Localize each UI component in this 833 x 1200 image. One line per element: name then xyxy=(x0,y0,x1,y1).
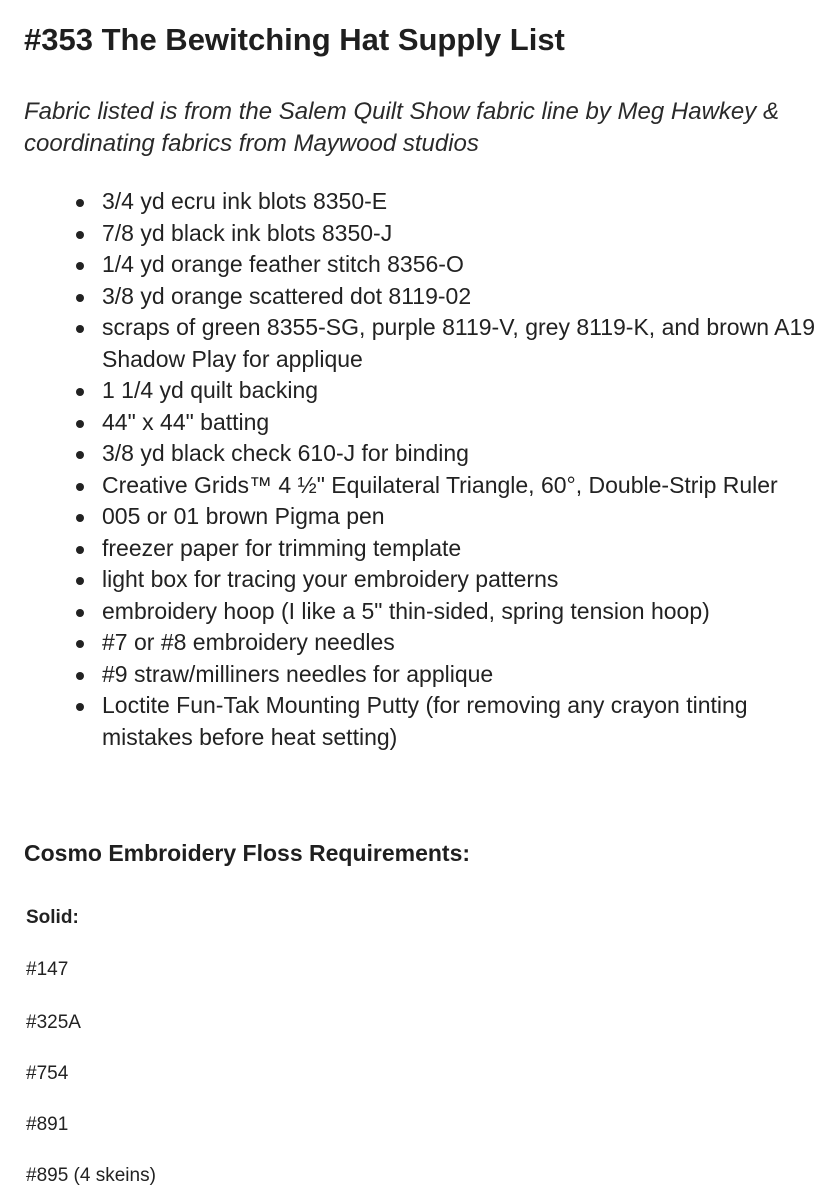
bullet-icon xyxy=(76,577,84,585)
list-item-text: 3/8 yd black check 610-J for binding xyxy=(102,440,469,466)
list-item-text: 1 1/4 yd quilt backing xyxy=(102,377,319,403)
bullet-icon xyxy=(76,262,84,270)
bullet-icon xyxy=(76,420,84,428)
list-item-text: #7 or #8 embroidery needles xyxy=(102,629,395,655)
list-item-text: 3/4 yd ecru ink blots 8350-E xyxy=(102,188,388,214)
bullet-icon xyxy=(76,672,84,680)
list-item xyxy=(0,627,833,659)
page-title: #353 The Bewitching Hat Supply List xyxy=(24,22,565,57)
list-item xyxy=(0,533,833,565)
floss-heading: Cosmo Embroidery Floss Requirements: xyxy=(24,840,471,866)
bullet-icon xyxy=(76,546,84,554)
list-item-text: embroidery hoop (I like a 5" thin-sided, spring tension hoop) xyxy=(102,597,710,624)
list-item-text: Loctite Fun-Tak Mounting Putty (for removing any crayon tinting mistakes before heat setting) xyxy=(102,692,748,750)
list-item-text: Creative Grids™ 4 ½" Equilateral Triangle, 60°, Double-Strip Ruler xyxy=(102,471,778,498)
bullet-icon xyxy=(76,199,84,207)
floss-item: #895 (4 skeins) xyxy=(26,1165,156,1186)
list-item xyxy=(0,312,833,375)
bullet-icon xyxy=(76,609,84,617)
floss-item: #325A xyxy=(26,1012,81,1033)
list-item-text: 005 or 01 brown Pigma pen xyxy=(102,503,385,529)
list-item xyxy=(0,690,833,753)
list-item-text: freezer paper for trimming template xyxy=(102,534,462,561)
list-item-text: light box for tracing your embroidery patterns xyxy=(102,566,559,592)
list-item xyxy=(0,501,833,533)
list-item-text: #9 straw/milliners needles for applique xyxy=(102,660,494,687)
list-item xyxy=(0,375,833,407)
list-item xyxy=(0,218,833,250)
list-item xyxy=(0,281,833,313)
bullet-icon xyxy=(76,640,84,648)
list-item xyxy=(0,438,833,470)
floss-item: #147 xyxy=(26,959,69,980)
list-item xyxy=(0,407,833,439)
bullet-icon xyxy=(76,483,84,491)
bullet-icon xyxy=(76,294,84,302)
list-item xyxy=(0,186,833,218)
list-item-text: 1/4 yd orange feather stitch 8356-O xyxy=(102,251,464,277)
bullet-icon xyxy=(76,325,84,333)
list-item-text: 7/8 yd black ink blots 8350-J xyxy=(102,219,393,246)
bullet-icon xyxy=(76,231,84,239)
list-item-text: 3/8 yd orange scattered dot 8119-02 xyxy=(102,282,472,309)
supply-list xyxy=(0,186,833,753)
list-item xyxy=(0,249,833,281)
floss-subheading: Solid: xyxy=(26,907,79,928)
list-item xyxy=(0,564,833,596)
bullet-icon xyxy=(76,388,84,396)
list-item-text: 44" x 44" batting xyxy=(102,408,270,435)
list-item-text: scraps of green 8355-SG, purple 8119-V, grey 8119-K, and brown A19 Shadow Play for applique xyxy=(102,314,816,372)
list-item xyxy=(0,659,833,691)
fabric-intro: Fabric listed is from the Salem Quilt Show fabric line by Meg Hawkey & coordinating fabrics from Maywood studios xyxy=(24,98,779,157)
floss-item: #891 xyxy=(26,1114,69,1135)
bullet-icon xyxy=(76,514,84,522)
floss-item: #754 xyxy=(26,1063,69,1084)
list-item xyxy=(0,596,833,628)
bullet-icon xyxy=(76,703,84,711)
bullet-icon xyxy=(76,451,84,459)
list-item xyxy=(0,470,833,502)
